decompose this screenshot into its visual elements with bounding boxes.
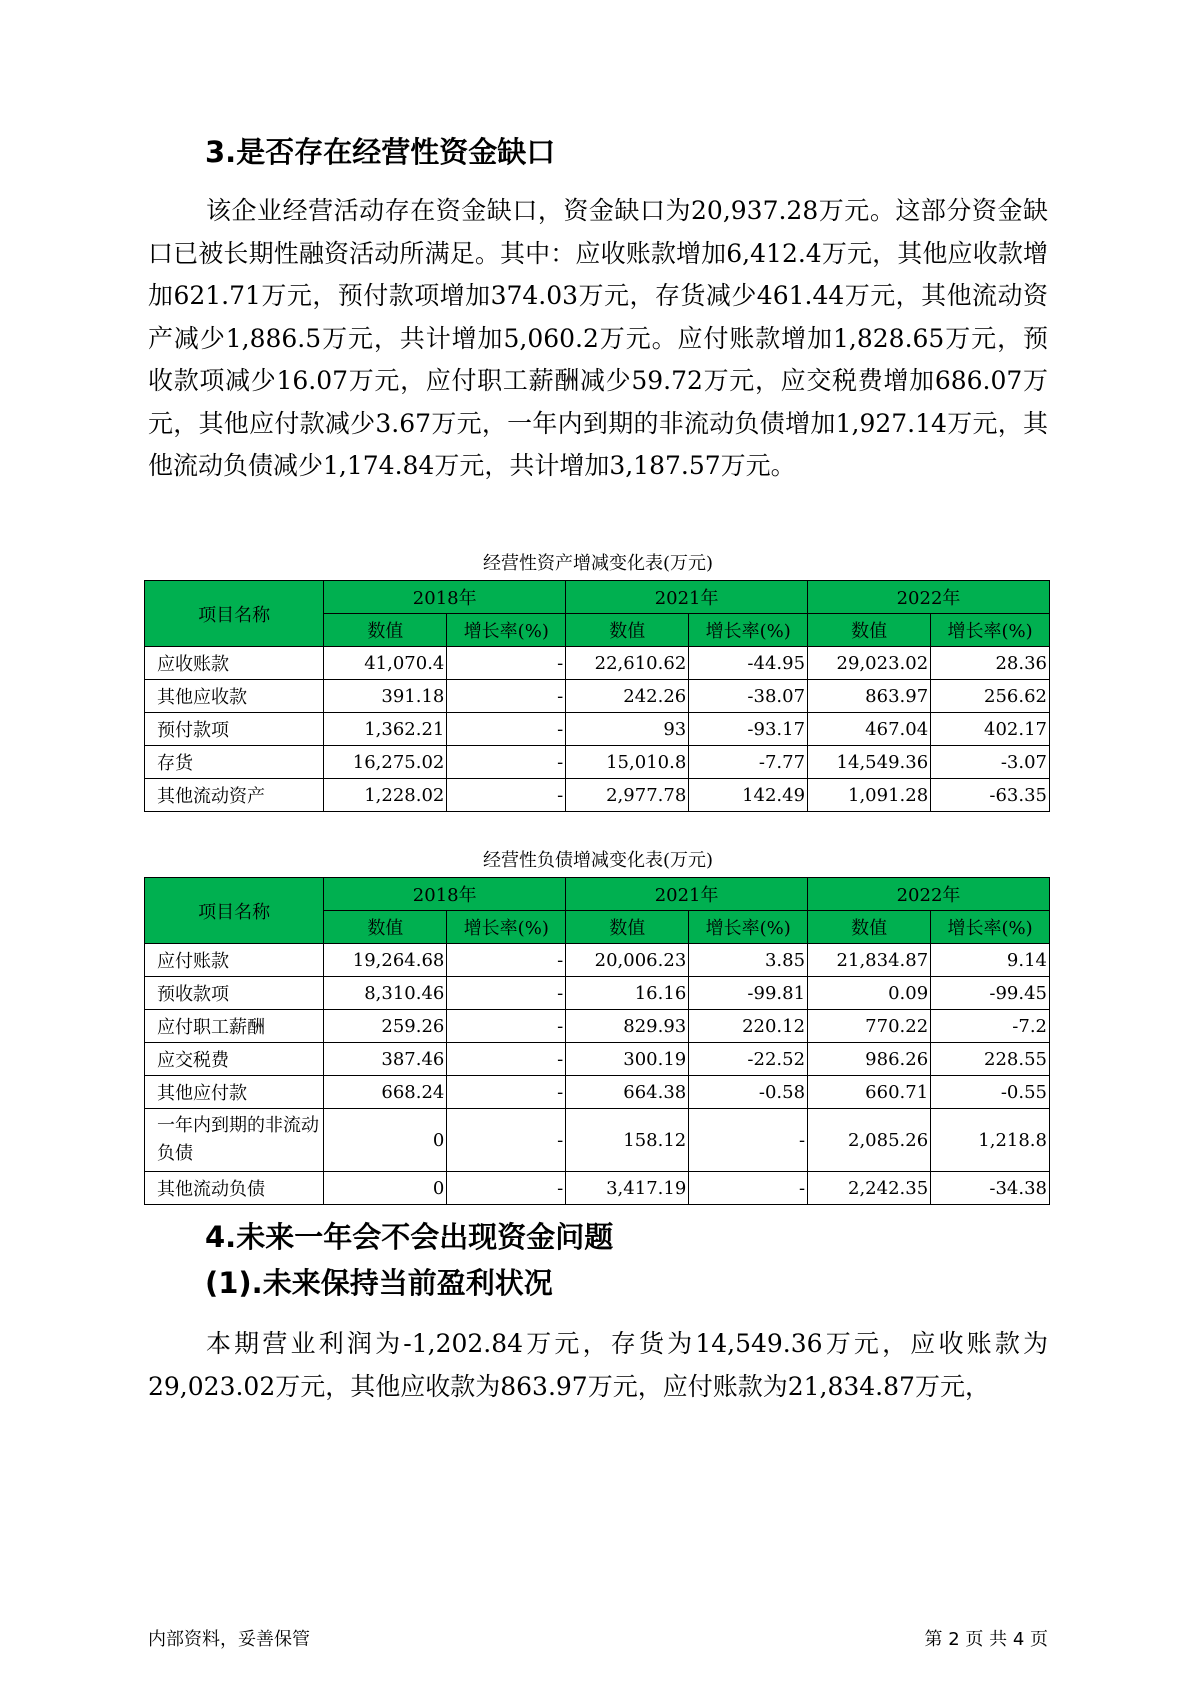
value-cell: 0.09 [808,977,931,1010]
value-cell: 2,085.26 [808,1109,931,1172]
value-cell: 16,275.02 [324,746,447,779]
growth-rate-cell: 28.36 [931,647,1050,680]
value-cell: 259.26 [324,1010,447,1043]
table-row [145,680,1050,713]
growth-rate-cell: 220.12 [689,1010,808,1043]
table-row [145,977,1050,1010]
row-label: 预收款项 [145,977,324,1010]
section-4-heading: 4.未来一年会不会出现资金问题 [205,1220,614,1254]
growth-rate-cell: 9.14 [931,944,1050,977]
value-cell: 2,977.78 [566,779,689,812]
value-cell: 14,549.36 [808,746,931,779]
row-label: 应收账款 [145,647,324,680]
value-cell: 829.93 [566,1010,689,1043]
value-cell: 29,023.02 [808,647,931,680]
header-year: 2022年 [808,581,1050,614]
growth-rate-cell: -3.07 [931,746,1050,779]
section-4-subheading: (1).未来保持当前盈利状况 [205,1266,553,1300]
header-growth-rate: 增长率(%) [689,614,808,647]
value-cell: 242.26 [566,680,689,713]
table-row [145,1010,1050,1043]
footer-page-number: 第 2 页 共 4 页 [924,1629,1048,1650]
value-cell: 41,070.4 [324,647,447,680]
header-year: 2018年 [324,581,566,614]
header-value: 数值 [324,614,447,647]
table-row [145,1172,1050,1205]
value-cell: 22,610.62 [566,647,689,680]
value-cell: 21,834.87 [808,944,931,977]
header-growth-rate: 增长率(%) [447,911,566,944]
header-value: 数值 [566,911,689,944]
value-cell: 387.46 [324,1043,447,1076]
row-label: 其他流动负债 [145,1172,324,1205]
growth-rate-cell: 1,218.8 [931,1109,1050,1172]
growth-rate-cell: 142.49 [689,779,808,812]
growth-rate-cell: - [447,977,566,1010]
growth-rate-cell: - [447,713,566,746]
row-label: 预付款项 [145,713,324,746]
header-item-name: 项目名称 [145,581,324,647]
header-value: 数值 [324,911,447,944]
value-cell: 16.16 [566,977,689,1010]
value-cell: 1,091.28 [808,779,931,812]
table-row [145,713,1050,746]
growth-rate-cell: -93.17 [689,713,808,746]
growth-rate-cell: - [447,746,566,779]
growth-rate-cell: 3.85 [689,944,808,977]
growth-rate-cell: -63.35 [931,779,1050,812]
row-label: 存货 [145,746,324,779]
header-item-name: 项目名称 [145,878,324,944]
growth-rate-cell: - [447,1172,566,1205]
value-cell: 2,242.35 [808,1172,931,1205]
header-year: 2022年 [808,878,1050,911]
assets-table [144,580,1050,812]
value-cell: 668.24 [324,1076,447,1109]
liabilities-table [144,877,1050,1205]
growth-rate-cell: - [447,1076,566,1109]
footer-confidential-note: 内部资料，妥善保管 [148,1629,310,1650]
growth-rate-cell: - [689,1172,808,1205]
growth-rate-cell: 256.62 [931,680,1050,713]
value-cell: 391.18 [324,680,447,713]
row-label: 应交税费 [145,1043,324,1076]
row-label: 一年内到期的非流动负债 [145,1109,324,1172]
growth-rate-cell: - [689,1109,808,1172]
header-growth-rate: 增长率(%) [931,911,1050,944]
assets-table-caption: 经营性资产增减变化表(万元) [482,553,714,574]
table-row [145,647,1050,680]
growth-rate-cell: - [447,1109,566,1172]
growth-rate-cell: - [447,647,566,680]
row-label: 应付职工薪酬 [145,1010,324,1043]
growth-rate-cell: -22.52 [689,1043,808,1076]
header-growth-rate: 增长率(%) [931,614,1050,647]
table-row [145,779,1050,812]
growth-rate-cell: -44.95 [689,647,808,680]
row-label: 其他应收款 [145,680,324,713]
value-cell: 19,264.68 [324,944,447,977]
growth-rate-cell: -0.58 [689,1076,808,1109]
header-year: 2021年 [566,581,808,614]
section-4-paragraph: 本期营业利润为-1,202.84万元，存货为14,549.36万元，应收账款为29,023.02万元，其他应收款为863.97万元，应付账款为21,834.87万元， [148,1329,1048,1401]
growth-rate-cell: - [447,944,566,977]
header-value: 数值 [808,614,931,647]
growth-rate-cell: -38.07 [689,680,808,713]
table-row [145,1043,1050,1076]
growth-rate-cell: 402.17 [931,713,1050,746]
value-cell: 0 [324,1109,447,1172]
growth-rate-cell: -0.55 [931,1076,1050,1109]
row-label: 其他流动资产 [145,779,324,812]
growth-rate-cell: -34.38 [931,1172,1050,1205]
growth-rate-cell: - [447,779,566,812]
table-row [145,746,1050,779]
value-cell: 1,228.02 [324,779,447,812]
value-cell: 8,310.46 [324,977,447,1010]
value-cell: 863.97 [808,680,931,713]
header-value: 数值 [566,614,689,647]
header-growth-rate: 增长率(%) [689,911,808,944]
value-cell: 15,010.8 [566,746,689,779]
value-cell: 664.38 [566,1076,689,1109]
value-cell: 770.22 [808,1010,931,1043]
value-cell: 93 [566,713,689,746]
value-cell: 660.71 [808,1076,931,1109]
value-cell: 0 [324,1172,447,1205]
value-cell: 158.12 [566,1109,689,1172]
header-value: 数值 [808,911,931,944]
growth-rate-cell: - [447,680,566,713]
header-growth-rate: 增长率(%) [447,614,566,647]
table-row [145,1076,1050,1109]
table-row [145,1109,1050,1172]
header-year: 2018年 [324,878,566,911]
value-cell: 300.19 [566,1043,689,1076]
section-3-heading: 3.是否存在经营性资金缺口 [205,135,556,169]
value-cell: 1,362.21 [324,713,447,746]
growth-rate-cell: 228.55 [931,1043,1050,1076]
value-cell: 467.04 [808,713,931,746]
value-cell: 986.26 [808,1043,931,1076]
value-cell: 20,006.23 [566,944,689,977]
growth-rate-cell: -7.2 [931,1010,1050,1043]
table-row [145,944,1050,977]
value-cell: 3,417.19 [566,1172,689,1205]
row-label: 其他应付款 [145,1076,324,1109]
row-label: 应付账款 [145,944,324,977]
section-3-paragraph: 该企业经营活动存在资金缺口，资金缺口为20,937.28万元。这部分资金缺口已被长期性融资活动所满足。其中：应收账款增加6,412.4万元，其他应收款增加621.71万元，预付款项增加374.03万元，存货减少461.44万元，其他流动资产减少1,886.5万元，共计增加5,060.2万元。应付账款增加1,828.65万元，预收款项减少16.07万元，应付职工薪酬减少59.72万元，应交税费增加686.07万元，其他应付款减少3.67万元，一年内到期的非流动负债增加1,927.14万元，其他流动负债减少1,174.84万元，共计增加3,187.57万元。 [148,196,1048,480]
liabilities-table-caption: 经营性负债增减变化表(万元) [482,850,714,871]
growth-rate-cell: -99.81 [689,977,808,1010]
growth-rate-cell: -7.77 [689,746,808,779]
growth-rate-cell: - [447,1043,566,1076]
growth-rate-cell: -99.45 [931,977,1050,1010]
header-year: 2021年 [566,878,808,911]
growth-rate-cell: - [447,1010,566,1043]
